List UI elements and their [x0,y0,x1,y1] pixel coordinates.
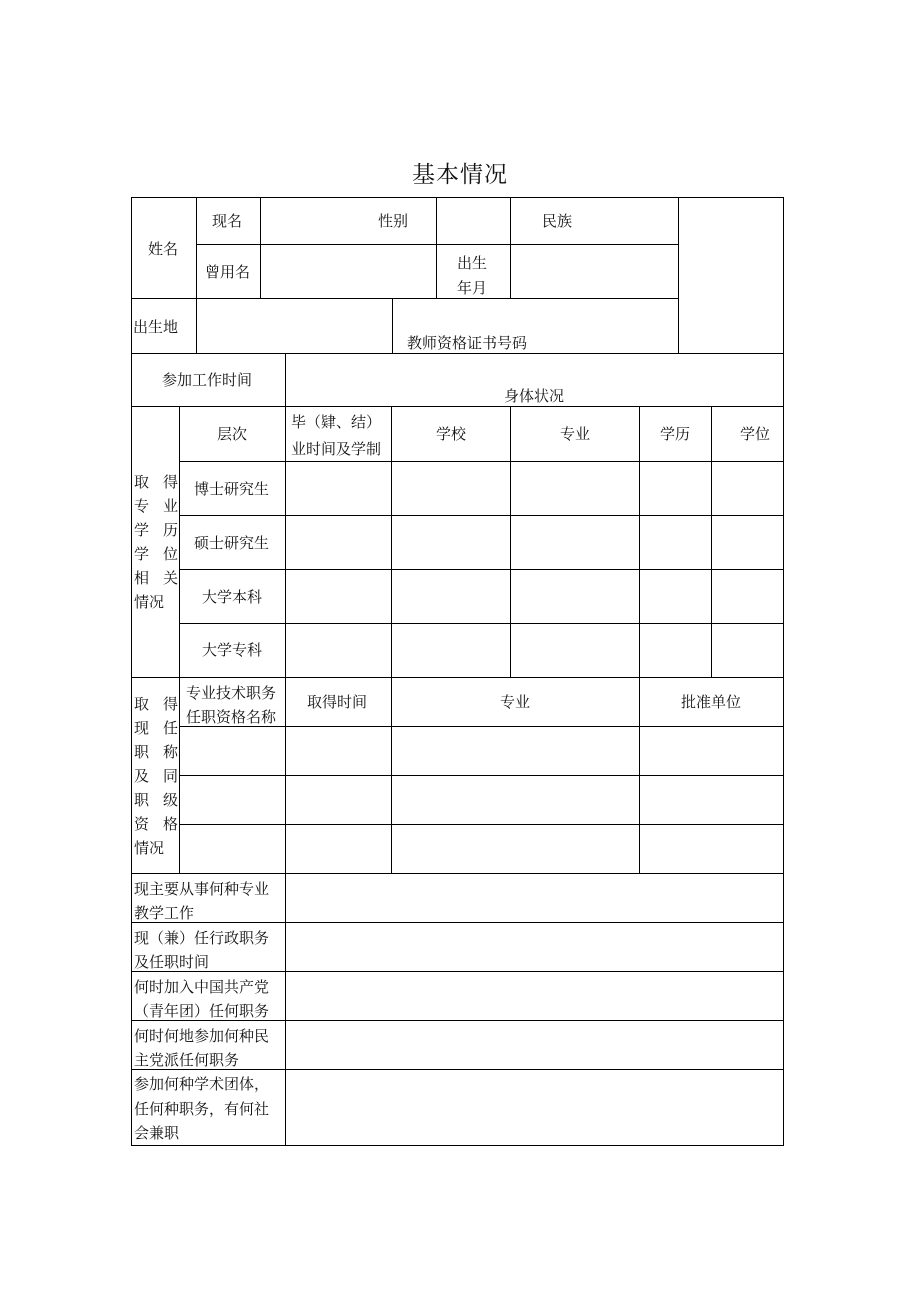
health-label: 身体状况 [504,387,565,405]
grad-time-header: 业时间及学制 [291,440,382,458]
admin-duty-label: 及任职时间 [134,953,210,971]
democratic-party-label: 何时何地参加何种民 [134,1027,270,1045]
approver-header: 批准单位 [681,693,742,711]
rule [391,406,392,677]
academic-society-label: 会兼职 [134,1124,180,1142]
rule [179,569,784,570]
page-title: 基本情况 [412,162,508,188]
rule [391,677,392,873]
obtained-date-header: 取得时间 [307,693,368,711]
side-char: 任 [162,719,178,737]
democratic-party-label: 主党派任何职务 [134,1051,240,1069]
side-char: 取 [134,695,150,713]
record-header: 学历 [660,425,691,443]
title-major-header: 专业 [500,693,531,711]
level-college: 大学专科 [202,641,263,659]
rule [179,623,784,624]
side-char: 情况 [134,839,165,857]
rule [179,515,784,516]
rule [179,775,784,776]
side-char: 资 [134,815,150,833]
level-master: 硕士研究生 [194,534,270,552]
admin-duty-label: 现（兼）任行政职务 [134,929,270,947]
side-char: 关 [162,569,178,587]
level-bachelor: 大学本科 [202,588,263,606]
work-start-label: 参加工作时间 [162,371,253,389]
degree-header: 学位 [740,425,771,443]
side-char: 得 [162,473,178,491]
rule [179,406,180,677]
gender-label: 性别 [378,212,409,230]
ethnicity-label: 民族 [542,212,573,230]
photo-box[interactable] [679,198,783,353]
rule [179,677,180,873]
birth-date-field[interactable] [511,245,678,298]
school-header: 学校 [436,425,467,443]
teaching-work-field[interactable] [286,874,783,922]
rule [285,406,286,677]
admin-duty-field[interactable] [286,923,783,971]
side-char: 及 [134,767,150,785]
birth-date-label: 年月 [457,279,488,297]
side-char: 历 [162,521,178,539]
rule [510,406,511,677]
current-name-field[interactable] [261,198,371,244]
side-char: 取 [134,473,150,491]
rule [711,406,712,677]
rule [639,406,640,677]
titles-side-label [134,692,178,860]
former-name-field[interactable] [261,245,436,298]
side-char: 格 [162,815,178,833]
teacher-cert-field[interactable] [393,299,678,329]
rule [179,824,784,825]
side-char: 业 [162,497,178,515]
teaching-work-label: 现主要从事何种专业 [134,880,270,898]
border-bottom [131,1145,784,1146]
major-header: 专业 [560,425,591,443]
border-left [131,197,132,1146]
side-char: 学 [134,545,150,563]
rule [639,677,640,873]
title-name-header: 任职资格名称 [186,708,277,726]
rule [285,677,286,873]
grad-time-header: 毕（肄、结） [291,413,382,431]
birthplace-field[interactable] [197,299,392,353]
academic-society-label: 任何种职务，有何社 [134,1100,270,1118]
side-char: 得 [162,695,178,713]
title-name-header: 专业技术职务 [186,684,277,702]
academic-society-field[interactable] [286,1070,783,1145]
side-char: 现 [134,719,150,737]
birthplace-label: 出生地 [133,318,179,336]
rule [131,677,784,678]
border-right [783,197,784,1146]
party-label: 何时加入中国共产党 [134,978,270,996]
name-label: 姓名 [148,240,179,258]
side-char: 专 [134,497,150,515]
ethnicity-field[interactable] [580,198,678,244]
teaching-work-label: 教学工作 [134,904,195,922]
academic-society-label: 参加何种学术团体， [134,1075,270,1093]
current-name-label: 现名 [212,212,243,230]
side-char: 位 [162,545,178,563]
former-name-label: 曾用名 [205,263,251,281]
side-char: 称 [162,743,178,761]
side-char: 相 [134,569,150,587]
democratic-party-field[interactable] [286,1021,783,1069]
gender-field[interactable] [437,198,510,244]
education-side-label [134,470,178,614]
teacher-cert-label: 教师资格证书号码 [407,334,528,352]
party-label: （青年团）任何职务 [134,1002,270,1020]
party-field[interactable] [286,972,783,1020]
rule [179,461,784,462]
rule [131,406,784,407]
side-char: 学 [134,521,150,539]
side-char: 职 [134,791,150,809]
side-char: 职 [134,743,150,761]
side-char: 情况 [134,593,165,611]
side-char: 同 [162,767,178,785]
level-header: 层次 [217,425,248,443]
side-char: 级 [162,791,178,809]
birth-date-label: 出生 [457,254,488,272]
level-phd: 博士研究生 [194,480,270,498]
work-start-field[interactable] [286,354,783,382]
